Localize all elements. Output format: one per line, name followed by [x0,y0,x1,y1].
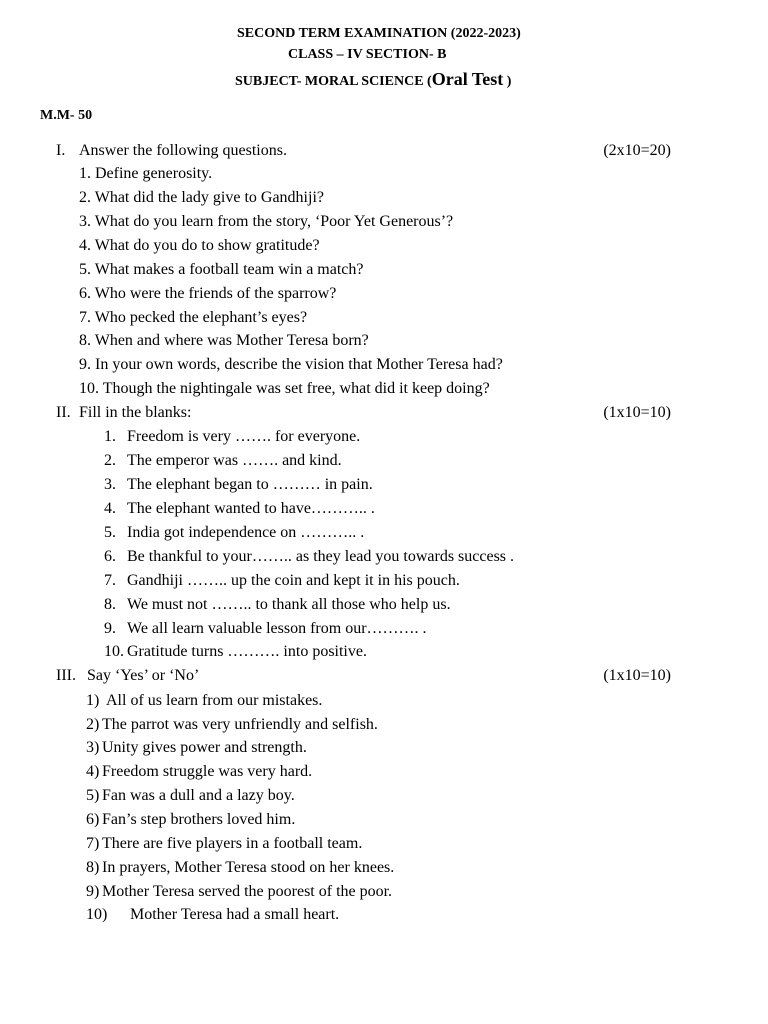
item-text: When and where was Mother Teresa born? [94,332,369,349]
item-text: Freedom struggle was very hard. [102,763,313,780]
item-number: 7. [104,572,116,589]
item-text: We must not …….. to thank all those who help us. [127,596,451,613]
item-number: 2) [86,716,100,733]
question-item [79,331,369,351]
item-text: Though the nightingale was set free, what did it keep doing? [102,380,490,397]
item-text: The parrot was very unfriendly and selfish. [102,716,378,733]
section-numeral: III. [56,667,76,684]
item-number: 9. [79,356,91,373]
yes-no-item [86,738,307,758]
class-section: CLASS – IV SECTION- B [288,47,447,62]
section-heading [56,141,287,161]
item-number: 9) [86,883,100,900]
item-number: 6) [86,811,100,828]
item-text: Gandhiji …….. up the coin and kept it in his pouch. [127,572,460,589]
blank-item [104,475,373,495]
yes-no-item [86,715,378,735]
item-number: 4) [86,763,100,780]
item-text: What did the lady give to Gandhiji? [94,189,324,206]
item-text: In your own words, describe the vision that Mother Teresa had? [95,356,503,373]
item-text: What makes a football team win a match? [94,261,364,278]
section-marks: (1x10=10) [603,667,671,684]
item-number: 7) [86,835,100,852]
yes-no-item [86,834,362,854]
item-number: 10. [104,643,124,660]
item-text: Fan’s step brothers loved him. [102,811,296,828]
item-number: 10. [79,380,99,397]
item-text: The elephant wanted to have……….. . [127,500,375,517]
blank-item [104,499,375,519]
item-number: 1) [86,692,100,709]
blank-item [104,619,427,639]
section-marks: (1x10=10) [603,404,671,421]
item-text: India got independence on ……….. . [127,524,365,541]
blank-item [104,451,342,471]
section-heading [56,403,191,423]
section-title: Answer the following questions. [79,142,287,159]
item-text: The elephant began to ……… in pain. [127,476,373,493]
item-text: Mother Teresa served the poorest of the poor. [102,883,393,900]
item-text: In prayers, Mother Teresa stood on her knees. [102,859,395,876]
item-number: 8) [86,859,100,876]
item-text: Freedom is very ……. for everyone. [127,428,361,445]
item-number: 5) [86,787,100,804]
blank-item [104,547,514,567]
item-number: 1. [79,165,91,182]
yes-no-item [86,762,312,782]
item-text: We all learn valuable lesson from our………. . [127,620,427,637]
blank-item [104,523,364,543]
yes-no-item [86,691,322,711]
item-text: Mother Teresa had a small heart. [130,906,340,923]
question-item [79,308,307,328]
blank-item [104,642,367,662]
question-item [79,355,503,375]
item-text: Who were the friends of the sparrow? [94,285,337,302]
yes-no-item [86,810,295,830]
yes-no-item [86,905,339,925]
max-marks: M.M- 50 [40,108,93,123]
item-number: 1. [104,428,116,445]
item-text: There are five players in a football team. [102,835,363,852]
section-title: Fill in the blanks: [79,404,192,421]
subject-close: ) [503,74,512,89]
item-text: Define generosity. [95,165,213,182]
item-number: 8. [79,332,91,349]
question-item [79,188,324,208]
oral-test-label: Oral Test [431,69,504,89]
yes-no-item [86,858,394,878]
subject-line [235,69,511,92]
blank-item [104,595,451,615]
item-number: 6. [104,548,116,565]
item-number: 4. [104,500,116,517]
item-text: Unity gives power and strength. [102,739,307,756]
item-text: What do you do to show gratitude? [94,237,320,254]
yes-no-item [86,786,295,806]
item-number: 2. [104,452,116,469]
section-marks: (2x10=20) [603,142,671,159]
item-number: 3. [104,476,116,493]
item-number: 5. [104,524,116,541]
section-title: Say ‘Yes’ or ‘No’ [87,667,200,684]
item-number: 4. [79,237,91,254]
question-item [79,164,212,184]
item-text: Gratitude turns ………. into positive. [127,643,367,660]
item-text: Be thankful to your…….. as they lead you towards success . [127,548,515,565]
section-numeral: II. [56,404,71,421]
yes-no-item [86,882,392,902]
item-number: 7. [79,309,91,326]
item-text: What do you learn from the story, ‘Poor Yet Generous’? [94,213,454,230]
section-numeral: I. [56,142,66,159]
question-item [79,212,453,232]
subject-label: SUBJECT- MORAL SCIENCE ( [235,74,432,89]
question-item [79,284,336,304]
section-heading [56,666,199,686]
item-number: 8. [104,596,116,613]
item-number: 2. [79,189,91,206]
item-number: 6. [79,285,91,302]
item-number: 5. [79,261,91,278]
item-number: 9. [104,620,116,637]
exam-title: SECOND TERM EXAMINATION (2022-2023) [237,26,521,41]
item-number: 10) [86,906,108,923]
item-number: 3) [86,739,100,756]
item-text: Fan was a dull and a lazy boy. [102,787,295,804]
item-text: Who pecked the elephant’s eyes? [94,309,308,326]
item-text: All of us learn from our mistakes. [106,692,323,709]
item-text: The emperor was ……. and kind. [127,452,342,469]
item-number: 3. [79,213,91,230]
question-item [79,379,490,399]
question-item [79,260,364,280]
blank-item [104,571,460,591]
blank-item [104,427,360,447]
question-item [79,236,320,256]
